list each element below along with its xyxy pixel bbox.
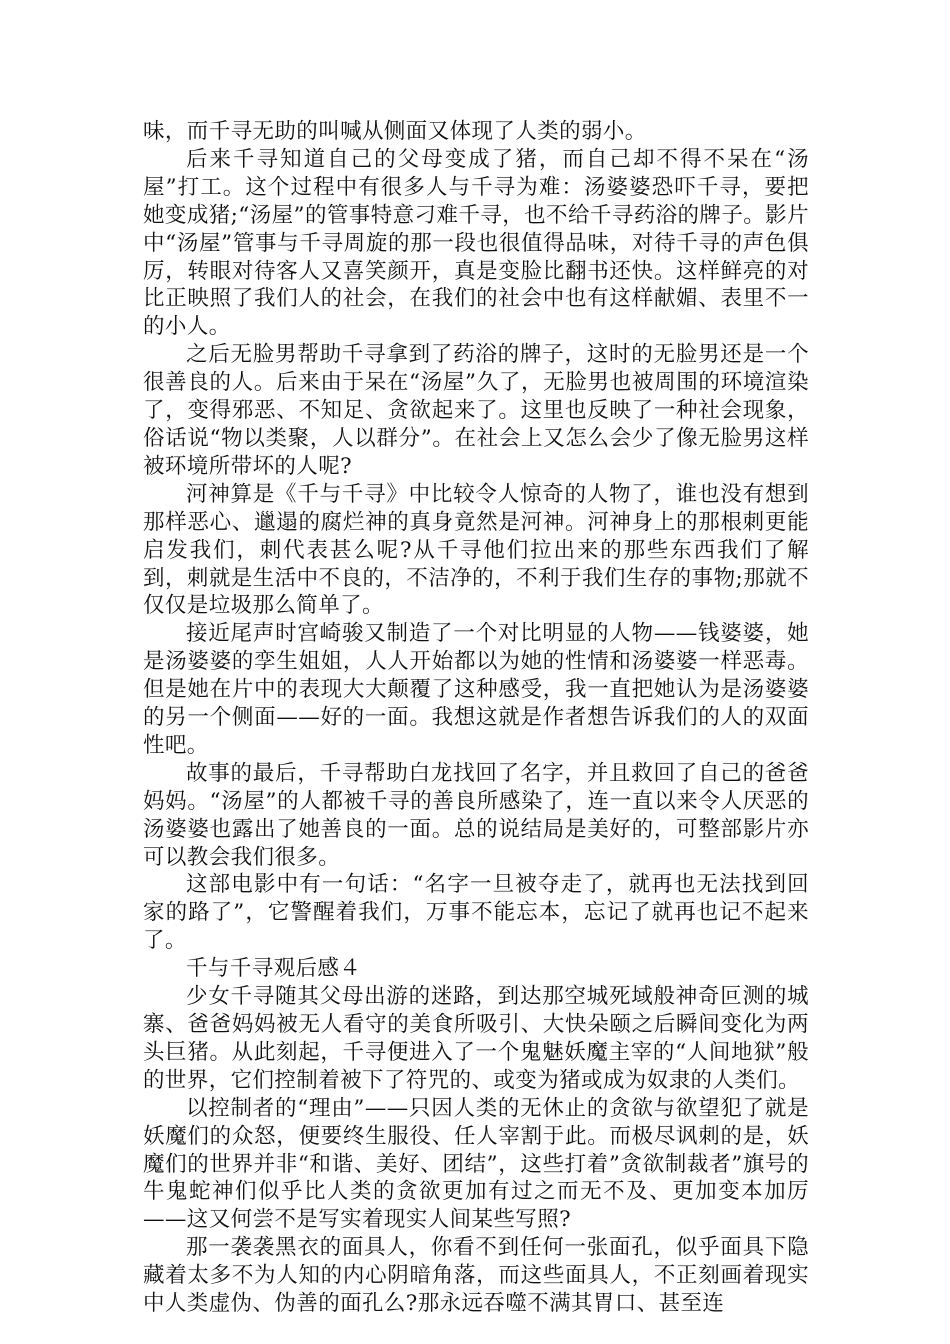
paragraph-masked-people: 那一袭袭黑衣的面具人，你看不到任何一张面孔，似乎面具下隐藏着太多不为人知的内心阴暗角落，而这些面具人，不正刻画着现实中人类虚伪、伪善的面孔么?那永远吞噬不满其胃口、甚至连 xyxy=(143,1235,809,1317)
paragraph-ending: 故事的最后，千寻帮助白龙找回了名字，并且救回了自己的爸爸妈妈。“汤屋”的人都被千寻的善良所感染了，连一直以来令人厌恶的汤婆婆也露出了她善良的一面。总的说结局是美好的，可整部影片亦可以教会我们很多。 xyxy=(143,760,809,870)
document-body xyxy=(143,118,809,1318)
paragraph-river-god: 河神算是《千与千寻》中比较令人惊奇的人物了，谁也没有想到那样恶心、邋遢的腐烂神的真身竟然是河神。河神身上的那根刺更能启发我们，刺代表甚么呢?从千寻他们拉出来的那些东西我们了解到，刺就是生活中不良的，不洁净的，不利于我们生存的事物;那就不仅仅是垃圾那么简单了。 xyxy=(143,481,809,619)
paragraph-zeniba: 接近尾声时宫崎骏又制造了一个对比明显的人物——钱婆婆，她是汤婆婆的孪生姐姐，人人开始都以为她的性情和汤婆婆一样恶毒。但是她在片中的表现大大颠覆了这种感受，我一直把她认为是汤婆婆的另一个侧面——好的一面。我想这就是作者想告诉我们的人的双面性吧。 xyxy=(143,621,809,758)
paragraph-controllers: 以控制者的“理由”——只因人类的无休止的贪欲与欲望犯了就是妖魔们的众怒，便要终生服役、任人宰割于此。而极尽讽刺的是，妖魔们的世界并非“和谐、美好、团结”，这些打着”贪欲制裁者”旗号的牛鬼蛇神们似乎比人类的贪欲更加有过之而无不及、更加变本加厉——这又何尝不是写实着现实人间某些写照? xyxy=(143,1095,809,1233)
paragraph-no-face: 之后无脸男帮助千寻拿到了药浴的牌子，这时的无脸男还是一个很善良的人。后来由于呆在“汤屋”久了，无脸男也被周围的环境渲染了，变得邪恶、不知足、贪欲起来了。这里也反映了一种社会现象，俗话说“物以类聚，人以群分”。在社会上又怎么会少了像无脸男这样被环境所带坏的人呢? xyxy=(143,342,809,479)
paragraph-parents-become-pigs: 后来千寻知道自己的父母变成了猪，而自己却不得不呆在“汤屋”打工。这个过程中有很多人与千寻为难：汤婆婆恐吓千寻，要把她变成猪;“汤屋”的管事特意刁难千寻，也不给千寻药浴的牌子。影片中“汤屋”管事与千寻周旋的那一段也很值得品味，对待千寻的声色俱厉，转眼对待客人又喜笑颜开，真是变脸比翻书还快。这样鲜亮的对比正映照了我们人的社会，在我们的社会中也有这样献媚、表里不一的小人。 xyxy=(143,146,809,340)
paragraph-chihiro-lost: 少女千寻随其父母出游的迷路，到达那空城死域般神奇叵测的城寨、爸爸妈妈被无人看守的美食所吸引、大快朵颐之后瞬间变化为两头巨猪。从此刻起，千寻便进入了一个鬼魅妖魔主宰的“人间地狱”般的世界，它们控制着被下了符咒的、或变为猪或成为奴隶的人类们。 xyxy=(143,984,809,1093)
section-heading: 千与千寻观后感４ xyxy=(186,956,362,982)
paragraph-continuation: 味，而千寻无助的叫喊从侧面又体现了人类的弱小。 xyxy=(143,119,647,144)
paragraph-quote: 这部电影中有一句话：“名字一旦被夺走了，就再也无法找到回家的路了”，它警醒着我们，万事不能忘本，忘记了就再也记不起来了。 xyxy=(143,872,809,954)
